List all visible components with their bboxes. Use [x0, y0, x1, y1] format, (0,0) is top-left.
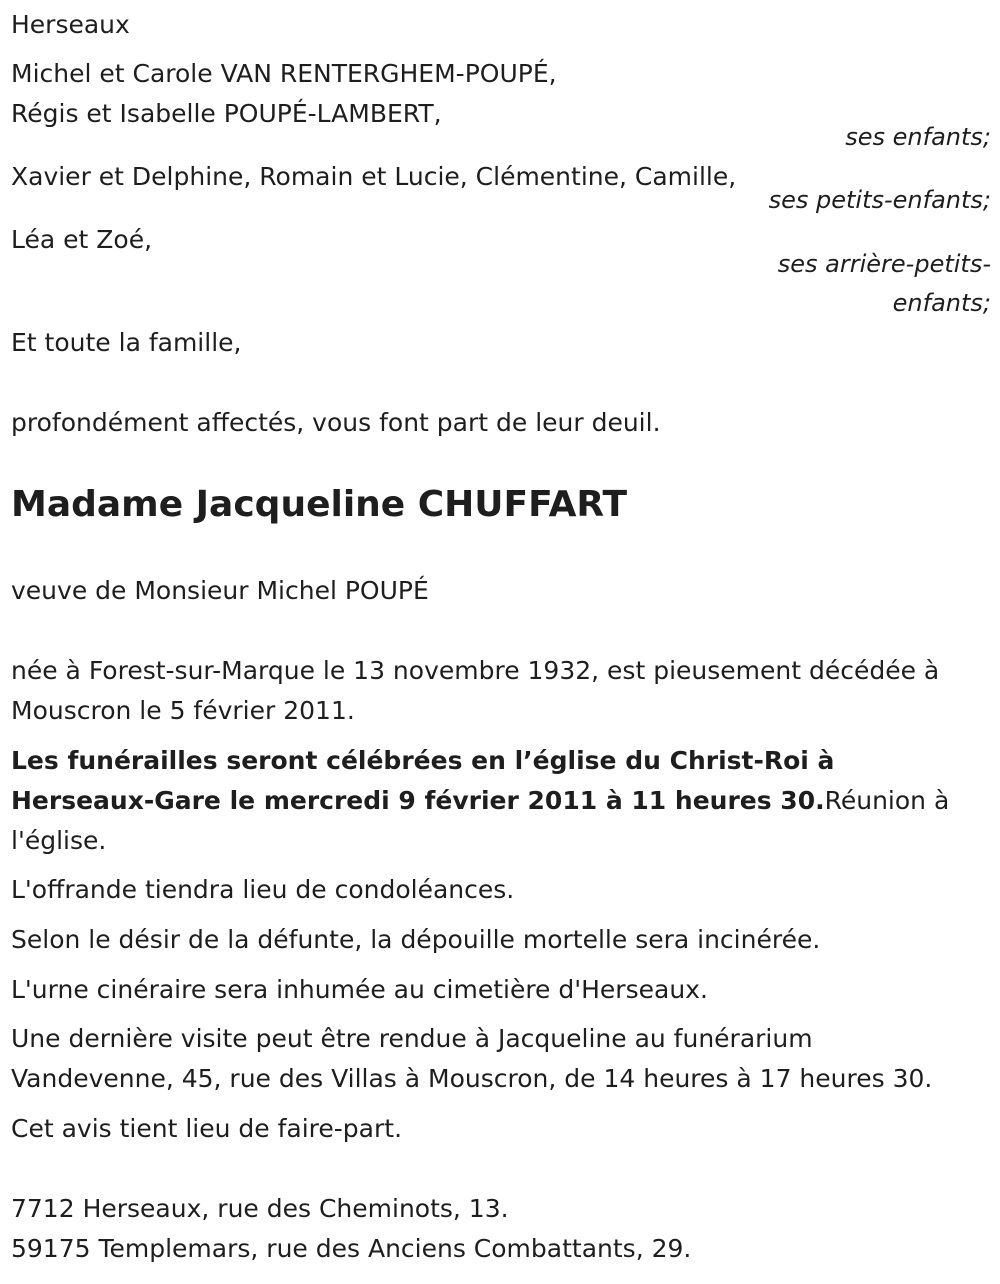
- grandchildren-role: ses petits-enfants;: [768, 186, 991, 214]
- notice-line: Cet avis tient lieu de faire-part.: [11, 1114, 403, 1143]
- visit-line-2: Vandevenne, 45, rue des Villas à Mouscron, de 14 heures à 17 heures 30.: [11, 1064, 933, 1093]
- funeral-line-1: Les funérailles seront célébrées en l’église du Christ-Roi à: [11, 746, 835, 775]
- funeral-line-3: l'église.: [11, 826, 107, 855]
- address-line-1: 7712 Herseaux, rue des Cheminots, 13.: [11, 1194, 509, 1223]
- urn-line: L'urne cinéraire sera inhumée au cimetière d'Herseaux.: [11, 975, 708, 1004]
- cremation-line: Selon le désir de la défunte, la dépouille mortelle sera incinérée.: [11, 925, 821, 954]
- deceased-name: Madame Jacqueline CHUFFART: [11, 484, 628, 525]
- funeral-line-2-bold: Herseaux-Gare le mercredi 9 février 2011 à 11 heures 30.: [11, 786, 825, 815]
- great-grandchildren-role-line-2: enfants;: [892, 289, 991, 317]
- children-line-1: Michel et Carole VAN RENTERGHEM-POUPÉ,: [11, 59, 557, 88]
- birth-death-line-1: née à Forest-sur-Marque le 13 novembre 1932, est pieusement décédée à: [11, 656, 940, 685]
- whole-family-line: Et toute la famille,: [11, 328, 242, 357]
- great-grandchildren-role-line-1: ses arrière-petits-: [777, 250, 991, 278]
- funeral-line-2-tail: Réunion à: [824, 786, 950, 815]
- grandchildren-line: Xavier et Delphine, Romain et Lucie, Clémentine, Camille,: [11, 162, 737, 191]
- offering-line: L'offrande tiendra lieu de condoléances.: [11, 875, 515, 904]
- children-line-2: Régis et Isabelle POUPÉ-LAMBERT,: [11, 99, 442, 128]
- children-role: ses enfants;: [845, 123, 991, 151]
- widow-of-line: veuve de Monsieur Michel POUPÉ: [11, 576, 429, 605]
- address-line-2: 59175 Templemars, rue des Anciens Combattants, 29.: [11, 1234, 692, 1263]
- intro-line: profondément affectés, vous font part de leur deuil.: [11, 408, 661, 437]
- header-place: Herseaux: [11, 10, 130, 39]
- great-grandchildren-line: Léa et Zoé,: [11, 225, 153, 254]
- birth-death-line-2: Mouscron le 5 février 2011.: [11, 696, 355, 725]
- funeral-line-2: [11, 781, 949, 821]
- visit-line-1: Une dernière visite peut être rendue à Jacqueline au funérarium: [11, 1024, 813, 1053]
